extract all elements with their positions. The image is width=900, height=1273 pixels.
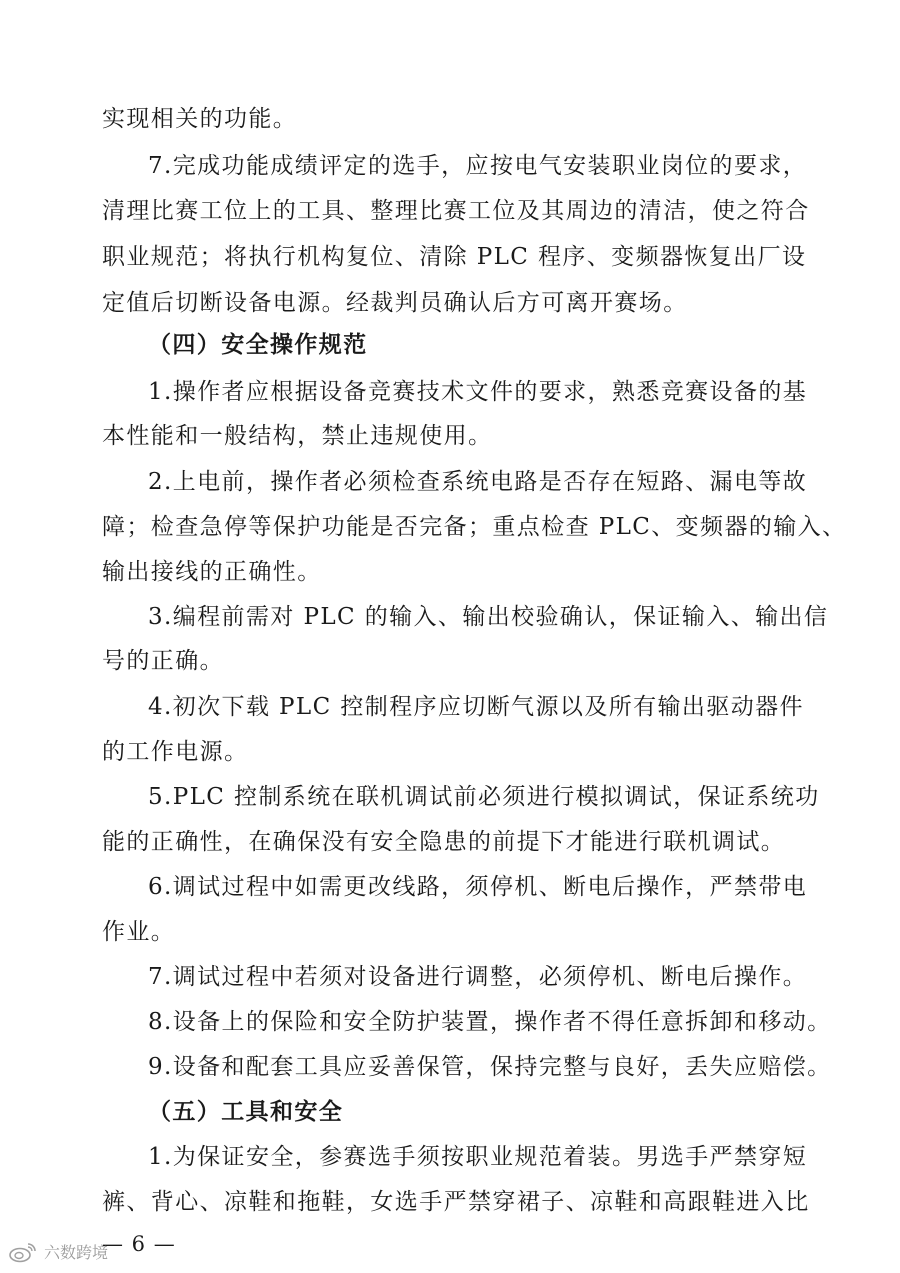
text-line: 1.操作者应根据设备竞赛技术文件的要求，熟悉竞赛设备的基 (148, 379, 808, 405)
text-line: 7.完成功能成绩评定的选手，应按电气安装职业岗位的要求， (148, 153, 808, 179)
text-line: 实现相关的功能。 (102, 106, 298, 132)
text-line: 7.调试过程中若须对设备进行调整，必须停机、断电后操作。 (148, 964, 808, 990)
text-line: 裤、背心、凉鞋和拖鞋，女选手严禁穿裙子、凉鞋和高跟鞋进入比 (102, 1189, 810, 1215)
text-line: 作业。 (102, 919, 176, 945)
text-line: 的工作电源。 (102, 739, 249, 765)
weibo-logo-icon (8, 1241, 38, 1263)
text-line: 9.设备和配套工具应妥善保管，保持完整与良好，丢失应赔偿。 (148, 1054, 832, 1080)
section-heading: （五）工具和安全 (148, 1098, 344, 1125)
text-line: 1.为保证安全，参赛选手须按职业规范着装。男选手严禁穿短 (148, 1144, 808, 1170)
text-line: 清理比赛工位上的工具、整理比赛工位及其周边的清洁，使之符合 (102, 198, 810, 224)
text-line: 能的正确性，在确保没有安全隐患的前提下才能进行联机调试。 (102, 829, 786, 855)
text-line: 障；检查急停等保护功能是否完备；重点检查 PLC、变频器的输入、 (102, 514, 847, 540)
text-line: 6.调试过程中如需更改线路，须停机、断电后操作，严禁带电 (148, 874, 808, 900)
text-line: 8.设备上的保险和安全防护装置，操作者不得任意拆卸和移动。 (148, 1009, 832, 1035)
watermark (8, 1240, 108, 1263)
text-line: 号的正确。 (102, 648, 224, 674)
text-line: 2.上电前，操作者必须检查系统电路是否存在短路、漏电等故 (148, 469, 808, 495)
page-number: — 6 — (102, 1232, 176, 1256)
section-heading: （四）安全操作规范 (148, 331, 368, 358)
text-line: 3.编程前需对 PLC 的输入、输出校验确认，保证输入、输出信 (148, 604, 829, 630)
text-line: 输出接线的正确性。 (102, 559, 322, 585)
text-line: 职业规范；将执行机构复位、清除 PLC 程序、变频器恢复出厂设 (102, 244, 807, 270)
text-line: 定值后切断设备电源。经裁判员确认后方可离开赛场。 (102, 290, 688, 316)
text-line: 5.PLC 控制系统在联机调试前必须进行模拟调试，保证系统功 (148, 784, 820, 810)
watermark-text: 六数跨境 (44, 1243, 109, 1262)
text-line: 本性能和一般结构，禁止违规使用。 (102, 423, 493, 449)
text-line: 4.初次下载 PLC 控制程序应切断气源以及所有输出驱动器件 (148, 694, 804, 720)
